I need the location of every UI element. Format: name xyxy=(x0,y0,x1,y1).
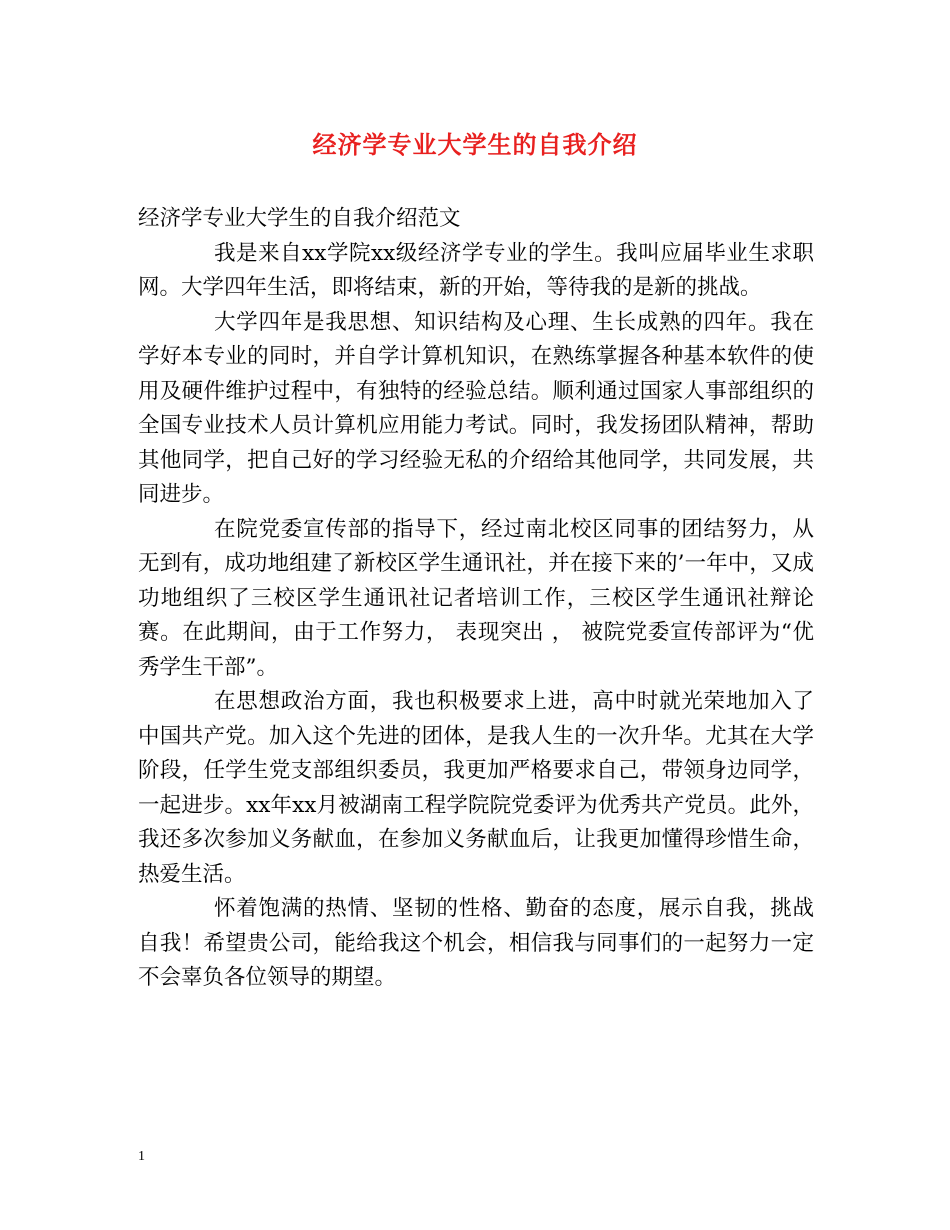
document-title: 经济学专业大学生的自我介绍 xyxy=(312,131,638,159)
document-subtitle: 经济学专业大学生的自我介绍范文 xyxy=(138,206,461,231)
paragraph-5: 怀着饱满的热情、坚韧的性格、勤奋的态度，展示自我，挑战自我！希望贵公司，能给我这个机会，相信我与同事们的一起努力一定不会辜负各位领导的期望。 xyxy=(138,896,814,990)
paragraph-3: 在院党委宣传部的指导下，经过南北校区同事的团结努力，从无到有，成功地组建了新校区学生通讯社，并在接下来的’一年中，又成功地组织了三校区学生通讯社记者培训工作，三校区学生通讯社辩论赛。在此期间，由于工作努力， 表现突出 ， 被院党委宣传部评为“优秀学生干部”。 xyxy=(138,516,814,680)
page-number: 1 xyxy=(138,1149,145,1164)
paragraph-4: 在思想政治方面，我也积极要求上进，高中时就光荣地加入了中国共产党。加入这个先进的团体，是我人生的一次升华。尤其在大学阶段，任学生党支部组织委员，我更加严格要求自己，带领身边同学，一起进步。xx年xx月被湖南工程学院院党委评为优秀共产党员。此外，我还多次参加义务献血，在参加义务献血后，让我更加懂得珍惜生命，热爱生活。 xyxy=(138,689,814,887)
paragraph-2: 大学四年是我思想、知识结构及心理、生长成熟的四年。我在学好本专业的同时，并自学计算机知识，在熟练掌握各种基本软件的使用及硬件维护过程中，有独特的经验总结。顺利通过国家人事部组织的全国专业技术人员计算机应用能力考试。同时，我发扬团队精神，帮助其他同学，把自己好的学习经验无私的介绍给其他同学，共同发展，共同进步。 xyxy=(138,309,814,507)
paragraph-1: 我是来自xx学院xx级经济学专业的学生。我叫应届毕业生求职网。大学四年生活，即将结束，新的开始，等待我的是新的挑战。 xyxy=(138,240,814,300)
document-body xyxy=(138,202,814,996)
